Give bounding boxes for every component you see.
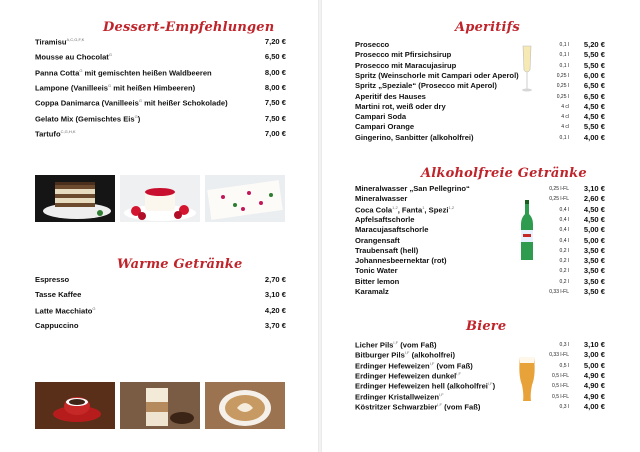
item-name-text: Coppa Danimarca (Vanilleeis	[35, 98, 139, 108]
allergen-note: 1,2	[448, 204, 455, 210]
item-volume: 0,1 l	[559, 52, 569, 59]
menu-item-name	[355, 122, 414, 131]
allergen-note: G	[134, 113, 138, 119]
item-name-text: , Fanta	[397, 205, 423, 215]
beer-heading: Biere	[466, 319, 507, 334]
right-page	[322, 0, 640, 452]
allergen-note: G	[108, 52, 112, 58]
item-volume: 0,33 l-FL	[549, 352, 569, 359]
allergen-note: I,F	[438, 391, 444, 397]
item-name-text: Prosecco	[355, 40, 390, 49]
item-price: 6,50 €	[583, 91, 605, 101]
menu-item-name	[35, 129, 75, 139]
item-price: 3,10 €	[583, 184, 605, 193]
item-price: 8,00 €	[264, 82, 286, 92]
item-name-text: Johannesbeernektar (rot)	[355, 256, 447, 266]
item-name-text: Mineralwasser „San Pellegrino“	[355, 184, 470, 193]
menu-item-name	[35, 83, 195, 93]
ice-cream-photo	[205, 175, 285, 222]
item-volume: 0,5 l-FL	[552, 383, 569, 390]
item-name-text: mit heißer Schokolade)	[141, 98, 228, 108]
allergen-note: I,F	[456, 370, 461, 376]
item-name-text: )	[137, 114, 141, 124]
menu-item-name	[355, 402, 480, 412]
menu-item-name	[35, 306, 96, 316]
menu-item-name	[355, 350, 455, 360]
item-name-text: mit heißen Himbeeren)	[111, 83, 196, 93]
allergen-note: A,C,G,F,K	[66, 37, 85, 42]
item-volume: 0,2 l	[559, 278, 569, 285]
item-name-text: Campari	[355, 122, 386, 132]
item-price: 3,50 €	[583, 287, 605, 296]
allergen-note: I,F	[393, 340, 399, 345]
item-name-text: Soda	[385, 112, 407, 122]
item-name-text: Aperitif des Hauses	[355, 91, 426, 101]
item-name-text: Maracujasaftschorle	[355, 225, 429, 235]
item-name-text: Bitburger Pils	[355, 350, 405, 360]
left-page	[0, 0, 318, 452]
item-volume: 0,5 l-FL	[552, 372, 569, 379]
menu-item-name	[355, 40, 389, 49]
item-price: 5,00 €	[583, 225, 605, 235]
menu-item-name	[355, 361, 473, 371]
allergen-note: I,F	[404, 350, 410, 356]
soft-drinks-heading: Alkoholfreie Getränke	[421, 166, 587, 181]
item-volume: 0,25 l	[556, 83, 569, 90]
item-name-text: Bitter lemon	[355, 276, 400, 286]
menu-item-name	[355, 392, 444, 402]
cappuccino-photo	[205, 382, 285, 429]
menu-item-name	[355, 71, 519, 80]
item-price: 7,50 €	[264, 113, 286, 123]
item-name-text: Orange	[385, 122, 415, 132]
item-name-text: Erdinger Kristallweizen	[355, 392, 439, 402]
item-price: 6,00 €	[583, 70, 605, 80]
item-name-text: )	[492, 381, 496, 391]
champagne-glass-icon	[520, 44, 534, 99]
item-price: 3,10 €	[583, 340, 605, 349]
item-price: 2,70 €	[264, 275, 286, 284]
allergen-note: 1,2	[392, 204, 398, 210]
item-name-text: mit gemischten heißen Waldbeeren	[82, 68, 212, 78]
item-name-text: Erdinger Hefeweizen hell (alkoholfrei	[355, 381, 488, 391]
item-volume: 4 cl	[561, 103, 569, 110]
item-price: 4,00 €	[583, 401, 605, 411]
item-name-text: Panna Cotta	[35, 68, 80, 78]
item-volume: 4 cl	[561, 124, 569, 131]
item-price: 7,00 €	[264, 128, 286, 138]
item-name-text: Tiramisu	[35, 37, 67, 47]
allergen-note: C,G,H,K	[60, 128, 76, 134]
item-price: 4,50 €	[583, 214, 605, 224]
item-price: 2,60 €	[583, 194, 605, 204]
item-price: 4,50 €	[583, 204, 605, 214]
item-volume: 0,2 l	[559, 247, 569, 254]
allergen-note: I,F	[429, 360, 435, 366]
item-price: 4,50 €	[583, 112, 605, 122]
item-volume: 0,1 l	[559, 62, 569, 69]
item-name-text: (alkoholfrei)	[428, 132, 474, 142]
item-volume: 0,1 l	[559, 134, 569, 141]
item-name-text: Spritz (Weinschorle mit Campari oder Aperol)	[355, 70, 519, 80]
menu-item-name	[35, 290, 81, 299]
menu-item-name	[35, 321, 78, 330]
item-price: 5,50 €	[583, 50, 605, 60]
menu-item-name	[355, 92, 426, 101]
item-name-text: Prosecco mit Maracujasirup	[355, 60, 457, 70]
item-volume: 0,5 l-FL	[552, 393, 569, 400]
menu-item-name	[355, 61, 456, 70]
espresso-photo	[35, 382, 115, 429]
item-price: 3,70 €	[264, 320, 286, 330]
item-volume: 0,3 l	[559, 403, 569, 410]
item-price: 3,50 €	[583, 256, 605, 266]
item-name-text: Spritz „Speziale“ (Prosecco mit Aperol)	[355, 81, 497, 91]
allergen-note: G	[92, 305, 96, 311]
item-volume: 0,5 l	[559, 362, 569, 369]
item-volume: 0,25 l	[556, 93, 569, 100]
menu-item-name	[355, 194, 407, 203]
dessert-heading: Dessert-Empfehlungen	[103, 20, 275, 35]
item-name-text: (alkoholfrei)	[409, 350, 456, 360]
item-volume: 4 cl	[561, 114, 569, 121]
item-price: 3,50 €	[583, 245, 605, 255]
tiramisu-photo	[35, 175, 115, 222]
menu-item-name	[35, 37, 84, 47]
item-name-text: Campari	[355, 112, 386, 122]
item-volume: 0,1 l	[559, 42, 569, 48]
item-name-text: Tartufo	[35, 129, 61, 139]
item-price: 5,20 €	[583, 40, 605, 49]
item-price: 4,90 €	[583, 381, 605, 391]
item-volume: 0,25 l-FL	[549, 186, 569, 192]
item-name-text: Gingerino, Sanbitter	[355, 132, 428, 142]
menu-item-name	[355, 102, 446, 111]
item-price: 7,50 €	[264, 98, 286, 108]
item-name-text: Mineralwasser	[355, 194, 408, 204]
item-price: 5,00 €	[583, 360, 605, 370]
item-volume: 0,4 l	[559, 216, 569, 223]
item-price: 3,00 €	[583, 350, 605, 360]
menu-item-name	[355, 287, 389, 296]
allergen-note: G	[138, 98, 142, 104]
menu-item-name	[35, 68, 212, 78]
item-name-text: rot, weiß oder dry	[379, 101, 446, 111]
item-name-text: Erdinger Hefeweizen dunkel	[355, 371, 457, 381]
item-name-text: Latte Macchiato	[35, 306, 93, 316]
item-volume: 0,25 l	[556, 72, 569, 79]
item-name-text: Gelato Mix (Gemischtes Eis	[35, 114, 135, 124]
latte-macchiato-photo	[120, 382, 200, 429]
item-name-text: Tasse Kaffee	[35, 290, 82, 300]
item-name-text: (vom Faß)	[434, 361, 473, 371]
menu-item-name	[355, 81, 497, 90]
item-name-text: (vom Faß)	[398, 340, 437, 350]
item-name-text: Köstritzer Schwarzbier	[355, 402, 438, 412]
item-name-text: Apfelsaftschorle	[355, 214, 415, 224]
item-volume: 0,25 l-FL	[549, 196, 569, 203]
allergen-note: 1	[422, 204, 425, 210]
allergen-note: I,F	[437, 401, 442, 407]
item-volume: 0,33 l-FL	[549, 289, 569, 295]
menu-item-name	[355, 205, 454, 215]
panna-cotta-photo	[120, 175, 200, 222]
allergen-note: I,F	[487, 381, 493, 387]
item-price: 7,20 €	[264, 37, 286, 46]
menu-item-name	[355, 256, 447, 265]
menu-item-name	[35, 98, 228, 108]
item-name-text: Martini	[355, 101, 380, 111]
item-name-text: Mousse au Chocolat	[35, 52, 109, 62]
item-volume: 0,4 l	[559, 237, 569, 244]
item-price: 3,10 €	[264, 290, 286, 300]
item-name-text: Licher Pils	[355, 340, 394, 350]
menu-item-name	[355, 381, 495, 391]
item-name-text: Prosecco mit Pfirsichsirup	[355, 50, 452, 60]
menu-item-name	[355, 371, 461, 381]
item-name-text: , Spezi	[424, 205, 449, 215]
item-price: 6,50 €	[583, 81, 605, 91]
item-name-text: Espresso	[35, 275, 70, 284]
menu-item-name	[355, 225, 428, 234]
item-volume: 0,4 l	[559, 227, 569, 234]
item-name-text: Erdinger Hefeweizen	[355, 361, 430, 371]
item-price: 4,90 €	[583, 370, 605, 380]
item-price: 6,50 €	[264, 52, 286, 62]
water-bottle-icon	[520, 200, 534, 267]
item-price: 4,90 €	[583, 391, 605, 401]
menu-item-name	[35, 275, 69, 284]
wheat-beer-glass-icon	[518, 355, 536, 408]
item-name-text: Traubensaft (hell)	[355, 245, 419, 255]
item-name-text: Orangensaft	[355, 235, 400, 245]
item-name-text: Lampone (Vanilleeis	[35, 83, 109, 93]
item-price: 5,00 €	[583, 235, 605, 245]
item-name-text: Coca Cola	[355, 205, 393, 215]
menu-item-name	[355, 277, 399, 286]
menu-item-name	[355, 184, 470, 193]
item-price: 8,00 €	[264, 67, 286, 77]
menu-item-name	[35, 114, 140, 124]
item-price: 5,50 €	[583, 60, 605, 70]
item-price: 4,20 €	[264, 305, 286, 315]
warm-drinks-heading: Warme Getränke	[117, 257, 243, 272]
menu-item-name	[355, 112, 406, 121]
item-volume: 0,2 l	[559, 268, 569, 275]
item-price: 3,50 €	[583, 266, 605, 276]
menu-item-name	[355, 133, 474, 142]
item-name-text: (vom Faß)	[441, 402, 481, 412]
item-price: 4,00 €	[583, 132, 605, 142]
menu-item-name	[355, 215, 415, 224]
allergen-note: G	[79, 67, 83, 73]
allergen-note: G	[108, 82, 112, 88]
menu-item-name	[355, 246, 418, 255]
menu-item-name	[355, 50, 451, 59]
menu-item-name	[355, 340, 437, 350]
item-volume: 0,2 l	[559, 258, 569, 265]
item-name-text: Cappuccino	[35, 320, 79, 330]
menu-item-name	[355, 236, 400, 245]
aperitifs-heading: Aperitifs	[455, 20, 520, 35]
item-name-text: Karamalz	[355, 287, 389, 296]
item-volume: 0,4 l	[559, 206, 569, 213]
item-name-text: Tonic Water	[355, 266, 398, 276]
item-price: 3,50 €	[583, 276, 605, 286]
item-price: 4,50 €	[583, 101, 605, 111]
menu-item-name	[355, 266, 398, 275]
item-volume: 0,3 l	[559, 342, 569, 348]
item-price: 5,50 €	[583, 122, 605, 132]
menu-item-name	[35, 52, 112, 62]
